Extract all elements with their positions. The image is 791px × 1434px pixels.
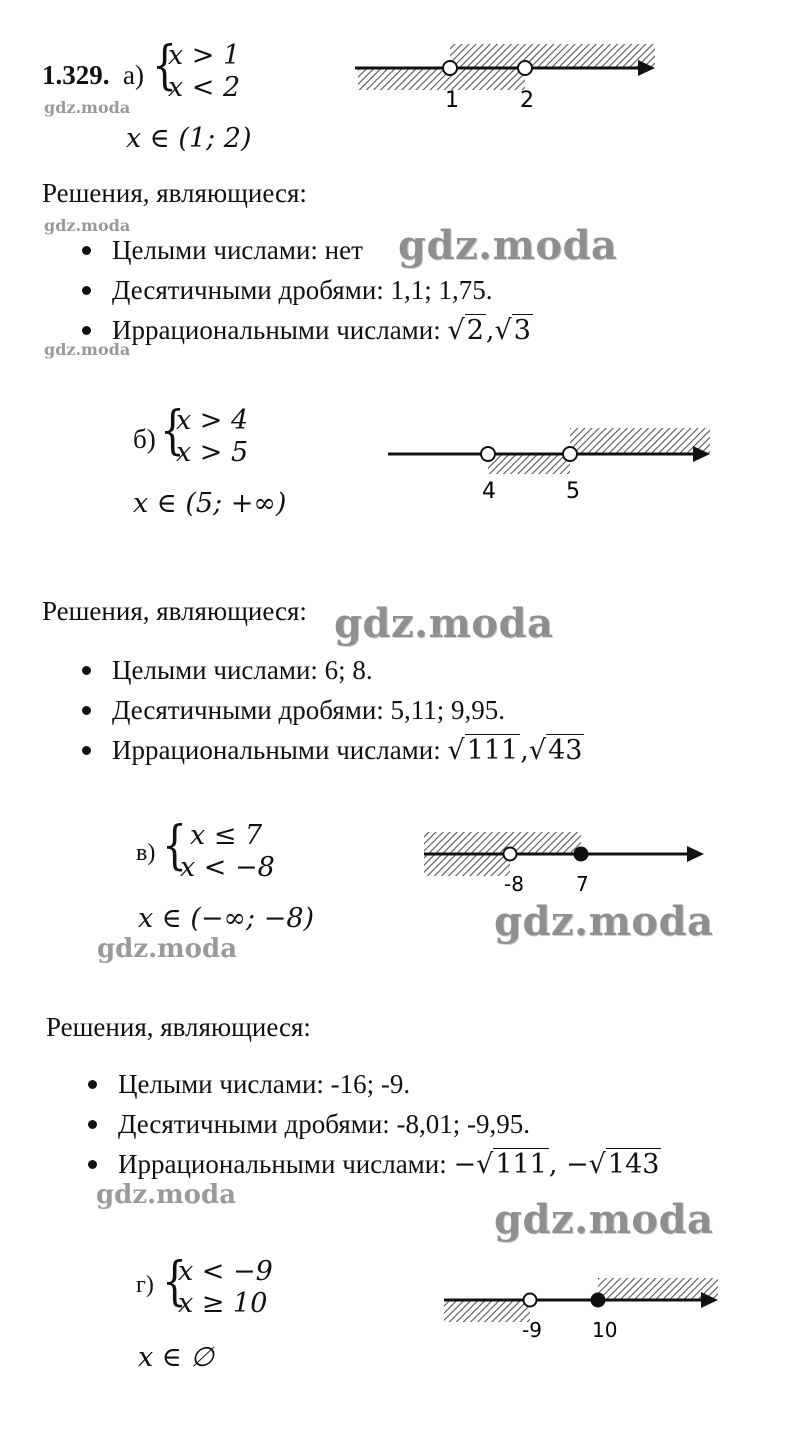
tick-label-g-1: -9 bbox=[522, 1318, 542, 1342]
watermark-small: gdz.moda bbox=[96, 1180, 237, 1210]
watermark-large: gdz.moda bbox=[494, 1196, 714, 1243]
part-g-label: г) bbox=[136, 1272, 154, 1298]
part-v-label: в) bbox=[136, 840, 156, 866]
problem-number: 1.329. bbox=[42, 60, 110, 90]
list-item: Целыми числами: нет bbox=[42, 230, 533, 270]
system-v-line-1: x ≤ 7 bbox=[190, 820, 263, 851]
number-line-g bbox=[440, 1274, 730, 1349]
axis-arrow-v bbox=[687, 846, 704, 862]
system-a bbox=[168, 40, 240, 104]
watermark-small: gdz.moda bbox=[44, 98, 131, 117]
answer-v: x ∈ (−∞; −8) bbox=[138, 903, 315, 934]
number-line-a bbox=[350, 35, 670, 115]
point-v-7 bbox=[575, 848, 588, 861]
system-brace-b: { bbox=[160, 401, 185, 461]
system-v-line-2: x < −8 bbox=[180, 852, 275, 883]
solutions-heading-v: Решения, являющиеся: bbox=[46, 1012, 311, 1042]
watermark-small: gdz.moda bbox=[97, 934, 238, 964]
list-item: Десятичными дробями: 1,1; 1,75. bbox=[42, 270, 533, 310]
system-b bbox=[176, 405, 248, 469]
watermark-large: gdz.moda bbox=[494, 898, 714, 945]
hatch-v-lower bbox=[424, 854, 510, 876]
hatch-a-upper bbox=[450, 44, 655, 68]
list-item: Целыми числами: -16; -9. bbox=[48, 1064, 661, 1104]
system-g-line-2: x ≥ 10 bbox=[178, 1288, 268, 1319]
hatch-b-lower bbox=[488, 454, 570, 474]
solutions-list-v bbox=[48, 1064, 661, 1185]
list-item: Целыми числами: 6; 8. bbox=[42, 650, 584, 690]
system-a-line-1: x > 1 bbox=[168, 40, 241, 71]
point-a-1 bbox=[443, 61, 457, 75]
list-item: Десятичными дробями: 5,11; 9,95. bbox=[42, 690, 584, 730]
tick-label-b-1: 4 bbox=[482, 479, 496, 504]
list-item: Иррациональными числами: −√111, −√143 bbox=[48, 1144, 661, 1185]
hatch-g-right bbox=[598, 1278, 718, 1300]
system-a-line-2: x < 2 bbox=[168, 72, 241, 103]
system-brace-v: { bbox=[162, 816, 187, 876]
tick-label-v-1: -8 bbox=[504, 872, 524, 896]
tick-label-b-2: 5 bbox=[566, 479, 580, 504]
answer-g: x ∈ ∅ bbox=[138, 1342, 214, 1373]
point-b-5 bbox=[563, 447, 577, 461]
system-g-line-1: x < −9 bbox=[178, 1256, 273, 1287]
answer-b: x ∈ (5; +∞) bbox=[133, 488, 287, 519]
solutions-list-b bbox=[42, 650, 584, 771]
tick-label-g-2: 10 bbox=[592, 1318, 618, 1342]
system-v bbox=[180, 820, 275, 884]
part-a-label: а) bbox=[123, 60, 144, 90]
point-b-4 bbox=[481, 447, 495, 461]
system-b-line-2: x > 5 bbox=[176, 437, 249, 468]
hatch-v-upper bbox=[424, 832, 581, 854]
hatch-g-left bbox=[444, 1300, 530, 1322]
list-item: Иррациональными числами: √111,√43 bbox=[42, 730, 584, 771]
hatch-b-upper bbox=[570, 428, 710, 454]
number-line-b bbox=[380, 420, 720, 505]
system-b-line-1: x > 4 bbox=[176, 405, 249, 436]
watermark-large: gdz.moda bbox=[334, 600, 554, 647]
number-line-v bbox=[418, 828, 718, 903]
solutions-heading-b: Решения, являющиеся: bbox=[42, 596, 307, 626]
hatch-a-lower bbox=[358, 68, 525, 90]
point-a-2 bbox=[518, 61, 532, 75]
point-g-10 bbox=[592, 1294, 605, 1307]
watermark-large: gdz.moda bbox=[398, 222, 618, 269]
solutions-heading-a: Решения, являющиеся: bbox=[42, 178, 307, 208]
watermark-small: gdz.moda bbox=[44, 216, 131, 235]
point-v-minus8 bbox=[504, 848, 517, 861]
system-brace-a: { bbox=[152, 36, 177, 96]
system-g bbox=[178, 1256, 273, 1320]
point-g-minus9 bbox=[524, 1294, 537, 1307]
system-brace-g: { bbox=[162, 1252, 187, 1312]
watermark-small: gdz.moda bbox=[44, 340, 131, 359]
list-item: Десятичными дробями: -8,01; -9,95. bbox=[48, 1104, 661, 1144]
tick-label-a-1: 1 bbox=[445, 88, 459, 113]
list-item: Иррациональными числами: √2,√3 bbox=[42, 310, 533, 351]
tick-label-v-2: 7 bbox=[576, 872, 589, 896]
tick-label-a-2: 2 bbox=[520, 88, 534, 113]
answer-a: x ∈ (1; 2) bbox=[126, 123, 252, 154]
part-b-label: б) bbox=[133, 424, 156, 454]
